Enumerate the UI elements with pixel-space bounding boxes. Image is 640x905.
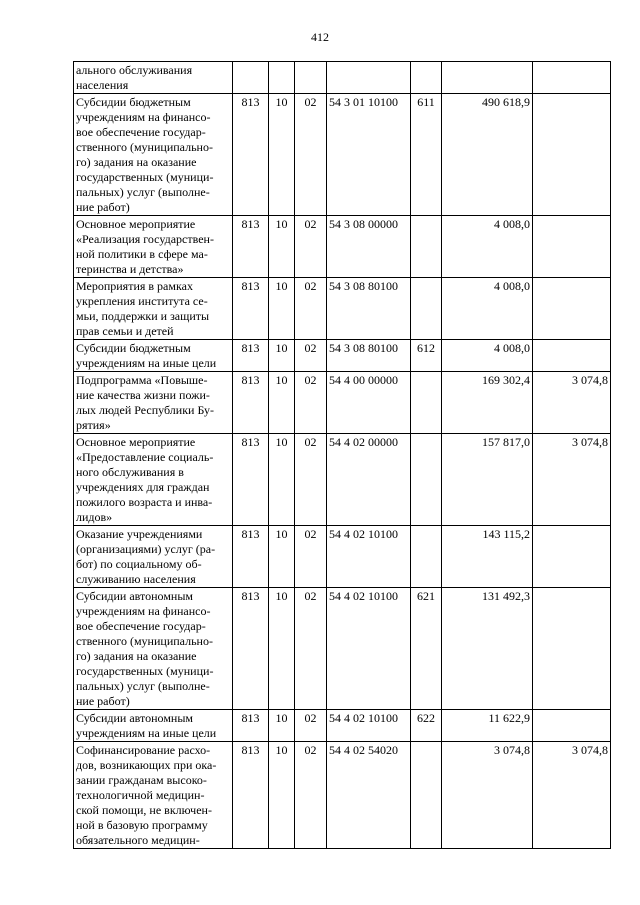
budget-table	[73, 61, 611, 849]
amount-cell: 11 622,9	[442, 710, 533, 742]
item-name-cell: Субсидии бюджетным учреждениям на финансо- вое обеспечение государ- ственного (муниципально- го) задания на оказание государственных (муници- пальных) услуг (выполне- ние работ)	[74, 94, 233, 216]
ministry-code-cell: 813	[233, 710, 269, 742]
subsection-code-cell: 02	[295, 94, 327, 216]
item-name-cell: ального обслуживания населения	[74, 62, 233, 94]
federal-amount-cell	[533, 62, 611, 94]
target-article-cell: 54 4 02 54020	[327, 742, 411, 849]
section-code-cell: 10	[269, 588, 295, 710]
section-code-cell: 10	[269, 340, 295, 372]
section-code-cell: 10	[269, 434, 295, 526]
ministry-code-cell: 813	[233, 216, 269, 278]
federal-amount-cell	[533, 216, 611, 278]
amount-cell: 4 008,0	[442, 340, 533, 372]
budget-table-body	[74, 62, 611, 849]
ministry-code-cell	[233, 62, 269, 94]
page-number: 412	[311, 30, 329, 44]
target-article-cell: 54 4 00 00000	[327, 372, 411, 434]
table-row	[74, 216, 611, 278]
federal-amount-cell	[533, 710, 611, 742]
section-code-cell: 10	[269, 278, 295, 340]
target-article-cell: 54 3 08 00000	[327, 216, 411, 278]
subsection-code-cell: 02	[295, 434, 327, 526]
amount-cell	[442, 62, 533, 94]
subsection-code-cell: 02	[295, 526, 327, 588]
table-row	[74, 742, 611, 849]
item-name-cell: Субсидии бюджетным учреждениям на иные цели	[74, 340, 233, 372]
amount-cell: 3 074,8	[442, 742, 533, 849]
section-code-cell: 10	[269, 526, 295, 588]
expense-type-cell	[411, 372, 442, 434]
subsection-code-cell: 02	[295, 588, 327, 710]
ministry-code-cell: 813	[233, 340, 269, 372]
item-name-cell: Мероприятия в рамках укрепления института се- мьи, поддержки и защиты прав семьи и детей	[74, 278, 233, 340]
federal-amount-cell: 3 074,8	[533, 434, 611, 526]
target-article-cell: 54 3 01 10100	[327, 94, 411, 216]
target-article-cell: 54 3 08 80100	[327, 278, 411, 340]
item-name-cell: Основное мероприятие «Реализация государствен- ной политики в сфере ма- теринства и детства»	[74, 216, 233, 278]
federal-amount-cell	[533, 588, 611, 710]
ministry-code-cell: 813	[233, 526, 269, 588]
subsection-code-cell: 02	[295, 340, 327, 372]
section-code-cell: 10	[269, 710, 295, 742]
table-row	[74, 340, 611, 372]
amount-cell: 169 302,4	[442, 372, 533, 434]
subsection-code-cell	[295, 62, 327, 94]
expense-type-cell	[411, 216, 442, 278]
subsection-code-cell: 02	[295, 278, 327, 340]
amount-cell: 4 008,0	[442, 278, 533, 340]
item-name-cell: Основное мероприятие «Предоставление социаль- ного обслуживания в учреждениях для граждан пожилого возраста и инва- лидов»	[74, 434, 233, 526]
federal-amount-cell	[533, 278, 611, 340]
ministry-code-cell: 813	[233, 94, 269, 216]
table-row	[74, 526, 611, 588]
federal-amount-cell: 3 074,8	[533, 372, 611, 434]
target-article-cell: 54 4 02 10100	[327, 588, 411, 710]
subsection-code-cell: 02	[295, 216, 327, 278]
item-name-cell: Оказание учреждениями (организациями) услуг (ра- бот) по социальному об- служиванию населения	[74, 526, 233, 588]
federal-amount-cell	[533, 340, 611, 372]
expense-type-cell: 612	[411, 340, 442, 372]
ministry-code-cell: 813	[233, 742, 269, 849]
table-row	[74, 588, 611, 710]
ministry-code-cell: 813	[233, 278, 269, 340]
ministry-code-cell: 813	[233, 588, 269, 710]
amount-cell: 143 115,2	[442, 526, 533, 588]
expense-type-cell: 611	[411, 94, 442, 216]
table-row	[74, 62, 611, 94]
amount-cell: 490 618,9	[442, 94, 533, 216]
section-code-cell: 10	[269, 94, 295, 216]
target-article-cell: 54 3 08 80100	[327, 340, 411, 372]
expense-type-cell	[411, 434, 442, 526]
federal-amount-cell: 3 074,8	[533, 742, 611, 849]
item-name-cell: Субсидии автономным учреждениям на иные цели	[74, 710, 233, 742]
subsection-code-cell: 02	[295, 742, 327, 849]
expense-type-cell	[411, 742, 442, 849]
target-article-cell: 54 4 02 10100	[327, 710, 411, 742]
expense-type-cell	[411, 62, 442, 94]
expense-type-cell: 622	[411, 710, 442, 742]
table-row	[74, 710, 611, 742]
amount-cell: 157 817,0	[442, 434, 533, 526]
expense-type-cell: 621	[411, 588, 442, 710]
target-article-cell	[327, 62, 411, 94]
target-article-cell: 54 4 02 00000	[327, 434, 411, 526]
ministry-code-cell: 813	[233, 434, 269, 526]
item-name-cell: Субсидии автономным учреждениям на финансо- вое обеспечение государ- ственного (муниципально- го) задания на оказание государственных (муници- пальных) услуг (выполне- ние работ)	[74, 588, 233, 710]
subsection-code-cell: 02	[295, 372, 327, 434]
section-code-cell: 10	[269, 742, 295, 849]
amount-cell: 131 492,3	[442, 588, 533, 710]
section-code-cell: 10	[269, 216, 295, 278]
ministry-code-cell: 813	[233, 372, 269, 434]
expense-type-cell	[411, 278, 442, 340]
table-row	[74, 434, 611, 526]
expense-type-cell	[411, 526, 442, 588]
federal-amount-cell	[533, 94, 611, 216]
section-code-cell	[269, 62, 295, 94]
amount-cell: 4 008,0	[442, 216, 533, 278]
target-article-cell: 54 4 02 10100	[327, 526, 411, 588]
table-row	[74, 278, 611, 340]
table-row	[74, 94, 611, 216]
section-code-cell: 10	[269, 372, 295, 434]
item-name-cell: Софинансирование расхо- дов, возникающих при ока- зании гражданам высоко- технологичной медицин- ской помощи, не включен- ной в базовую программу обязательного медицин-	[74, 742, 233, 849]
federal-amount-cell	[533, 526, 611, 588]
subsection-code-cell: 02	[295, 710, 327, 742]
item-name-cell: Подпрограмма «Повыше- ние качества жизни пожи- лых людей Республики Бу- рятия»	[74, 372, 233, 434]
table-row	[74, 372, 611, 434]
